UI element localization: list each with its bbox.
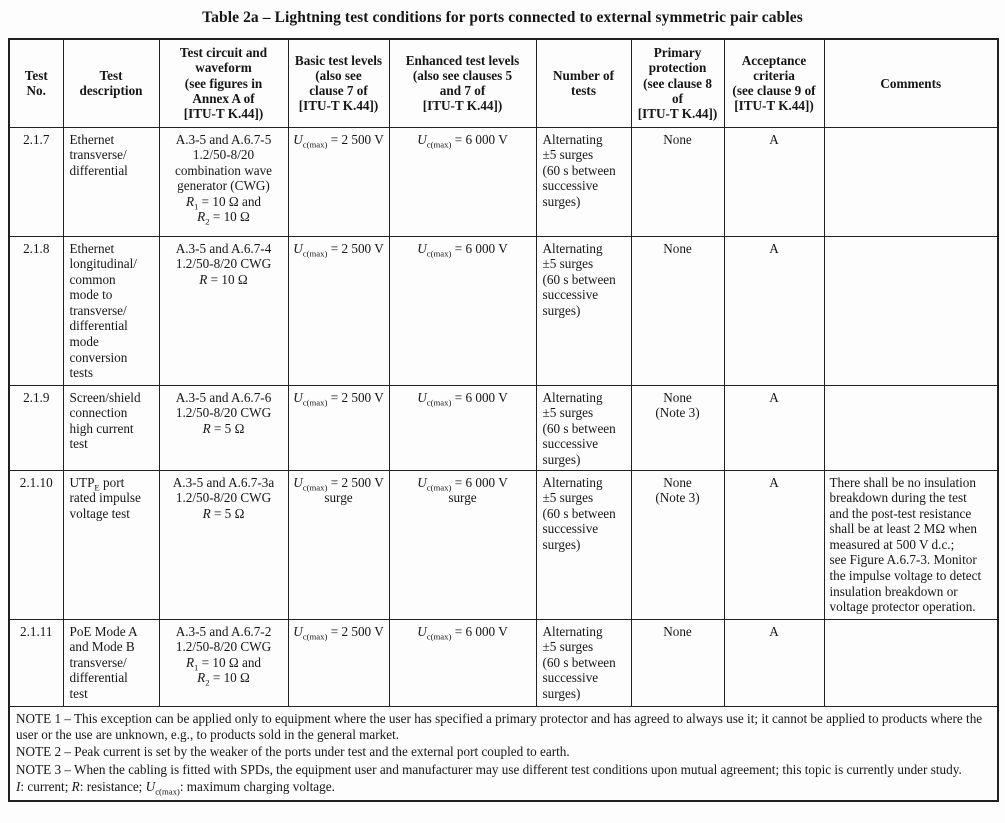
column-header-number: Number of tests xyxy=(536,39,631,127)
table-row xyxy=(9,127,998,236)
cell-test_no: 2.1.10 xyxy=(9,470,63,619)
cell-description: Screen/shield connection high current test xyxy=(63,385,159,470)
cell-description: PoE Mode A and Mode B transverse/ differential test xyxy=(63,619,159,706)
table-row xyxy=(9,470,998,619)
cell-primary: None (Note 3) xyxy=(631,470,724,619)
cell-number: Alternating ±5 surges (60 s between successive surges) xyxy=(536,470,631,619)
cell-circuit: A.3-5 and A.6.7-2 1.2/50-8/20 CWG $R_1 = 10$ Ω and $R_2 = 10$ Ω xyxy=(159,619,288,706)
cell-circuit: A.3-5 and A.6.7-5 1.2/50-8/20 combination wave generator (CWG) $R_1 = 10$ Ω and $R_2 = 10$ Ω xyxy=(159,127,288,236)
column-header-primary: Primary protection (see clause 8 of [ITU-T K.44]) xyxy=(631,39,724,127)
cell-comments: There shall be no insulation breakdown during the test and the post-test resistance shall be at least 2 MΩ when measured at 500 V d.c.; see Figure A.6.7-3. Monitor the impulse voltage to detect insulation breakdown or voltage protector operation. xyxy=(824,470,998,619)
note: NOTE 3 – When the cabling is fitted with SPDs, the equipment user and manufacturer may use different test conditions upon mutual agreement; this topic is currently under study. xyxy=(16,761,962,777)
header-row xyxy=(9,39,998,127)
cell-enhanced: $U_{c(max)} = 6$ 000 V surge xyxy=(389,470,536,619)
cell-basic: $U_{c(max)} = 2$ 500 V xyxy=(288,385,389,470)
cell-test_no: 2.1.9 xyxy=(9,385,63,470)
cell-primary: None xyxy=(631,236,724,385)
cell-enhanced: $U_{c(max)} = 6$ 000 V xyxy=(389,385,536,470)
cell-number: Alternating ±5 surges (60 s between successive surges) xyxy=(536,127,631,236)
cell-number: Alternating ±5 surges (60 s between successive surges) xyxy=(536,385,631,470)
cell-test_no: 2.1.11 xyxy=(9,619,63,706)
column-header-basic: Basic test levels (also see clause 7 of [ITU-T K.44]) xyxy=(288,39,389,127)
cell-enhanced: $U_{c(max)} = 6$ 000 V xyxy=(389,127,536,236)
cell-comments xyxy=(824,385,998,470)
cell-comments xyxy=(824,127,998,236)
table-header xyxy=(9,39,998,127)
cell-description: $UTP_E$ port rated impulse voltage test xyxy=(63,470,159,619)
cell-test_no: 2.1.7 xyxy=(9,127,63,236)
column-header-enhanced: Enhanced test levels (also see clauses 5 and 7 of [ITU-T K.44]) xyxy=(389,39,536,127)
cell-acceptance: A xyxy=(724,619,824,706)
cell-basic: $U_{c(max)} = 2$ 500 V surge xyxy=(288,470,389,619)
note: NOTE 1 – This exception can be applied only to equipment where the user has specified a primary protector and has agreed to always use it; it cannot be applied to products where the user or the use are unknown, e.g., to products sold in the general market. xyxy=(16,710,983,742)
column-header-comments: Comments xyxy=(824,39,998,127)
cell-description: Ethernet longitudinal/ common mode to transverse/ differential mode conversion tests xyxy=(63,236,159,385)
column-header-circuit: Test circuit and waveform (see figures in Annex A of [ITU-T K.44]) xyxy=(159,39,288,127)
notes-cell xyxy=(9,706,998,801)
note: NOTE 2 – Peak current is set by the weaker of the ports under test and the external port coupled to earth. xyxy=(16,744,570,760)
table-row xyxy=(9,619,998,706)
column-header-acceptance: Acceptance criteria (see clause 9 of [ITU-T K.44]) xyxy=(724,39,824,127)
cell-basic: $U_{c(max)} = 2$ 500 V xyxy=(288,236,389,385)
cell-acceptance: A xyxy=(724,236,824,385)
cell-comments xyxy=(824,619,998,706)
note: I: current; R: resistance; $U_{c(max)}$: maximum charging voltage. xyxy=(16,779,335,797)
table-body xyxy=(9,127,998,801)
cell-test_no: 2.1.8 xyxy=(9,236,63,385)
cell-basic: $U_{c(max)} = 2$ 500 V xyxy=(288,127,389,236)
cell-acceptance: A xyxy=(724,470,824,619)
notes-row xyxy=(9,706,998,801)
cell-acceptance: A xyxy=(724,127,824,236)
table-row xyxy=(9,236,998,385)
lightning-test-conditions-table xyxy=(8,38,999,802)
cell-circuit: A.3-5 and A.6.7-3a 1.2/50-8/20 CWG R = 5 Ω xyxy=(159,470,288,619)
cell-circuit: A.3-5 and A.6.7-6 1.2/50-8/20 CWG R = 5 Ω xyxy=(159,385,288,470)
cell-comments xyxy=(824,236,998,385)
cell-primary: None xyxy=(631,127,724,236)
cell-enhanced: $U_{c(max)} = 6$ 000 V xyxy=(389,619,536,706)
cell-acceptance: A xyxy=(724,385,824,470)
table-row xyxy=(9,385,998,470)
cell-primary: None xyxy=(631,619,724,706)
cell-circuit: A.3-5 and A.6.7-4 1.2/50-8/20 CWG R = 10 Ω xyxy=(159,236,288,385)
column-header-description: Test description xyxy=(63,39,159,127)
cell-number: Alternating ±5 surges (60 s between successive surges) xyxy=(536,619,631,706)
cell-primary: None (Note 3) xyxy=(631,385,724,470)
cell-description: Ethernet transverse/ differential xyxy=(63,127,159,236)
cell-enhanced: $U_{c(max)} = 6$ 000 V xyxy=(389,236,536,385)
cell-basic: $U_{c(max)} = 2$ 500 V xyxy=(288,619,389,706)
table-title: Table 2a – Lightning test conditions for ports connected to external symmetric pair cables xyxy=(202,9,803,26)
cell-number: Alternating ±5 surges (60 s between successive surges) xyxy=(536,236,631,385)
column-header-test_no: Test No. xyxy=(9,39,63,127)
